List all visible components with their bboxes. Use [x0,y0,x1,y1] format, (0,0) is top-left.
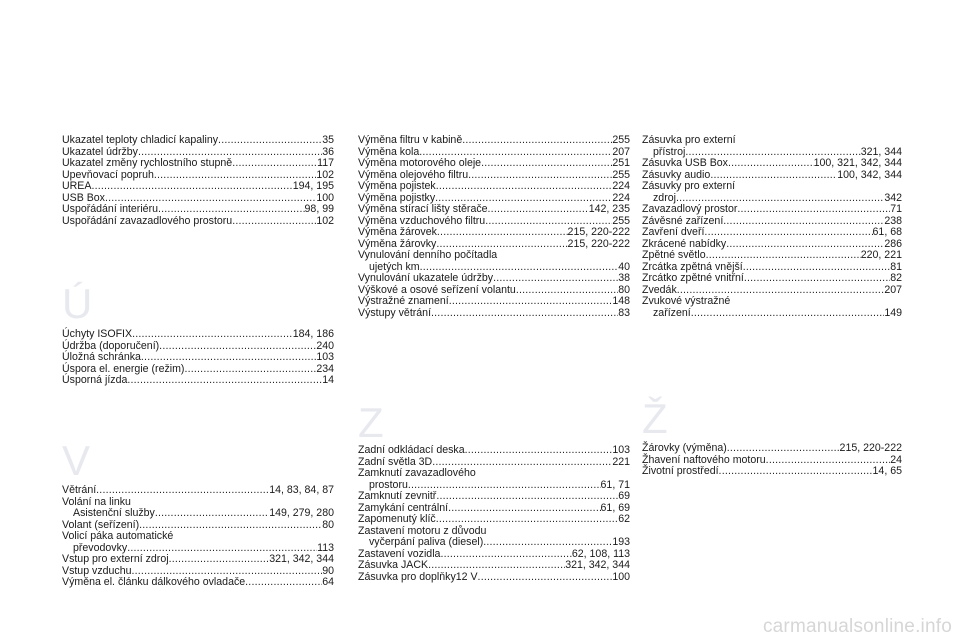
index-entry [642,158,902,170]
index-entry-term: Žárovky (výměna) [642,442,727,454]
dot-leader [493,273,618,285]
index-entry-heading: Vynulování denního počítadla [358,249,498,261]
dot-leader [437,227,568,239]
dot-leader [449,296,613,308]
index-entry [642,466,902,478]
index-entry-pages: 321, 344 [860,145,902,158]
index-entry-pages: 61, 68 [872,226,902,238]
dot-leader [141,352,316,364]
index-entry [62,375,334,387]
index-entry-pages: 90 [322,564,334,577]
index-entry-term: Výstražné znamení [358,295,449,307]
index-entry-term: přístroj [653,145,686,158]
index-entry-pages: 81 [890,260,902,273]
index-entry-pages: 24 [890,453,902,466]
index-entry [62,554,334,566]
index-entry-term: Úchyty ISOFIX [62,328,133,340]
index-entry-pages: 215, 220-222 [839,442,902,454]
index-entry-term: Zrcátko zpětné vnitřní [642,272,744,284]
index-section-u-acute [62,329,334,387]
index-entry [62,135,334,147]
index-entry-term: převodovky [73,541,128,554]
dot-leader [719,466,873,478]
index-entry [358,181,630,193]
dot-leader [232,216,316,228]
dot-leader [744,273,890,285]
index-entry-pages: 100, 342, 344 [837,168,902,181]
index-entry-term: Životní prostředí [642,465,719,477]
index-entry-pages: 207 [884,283,902,296]
index-entry-term: USB Box [62,191,105,204]
index-entry-term: Zapomenutý klíč [358,513,436,525]
section-letter-z: Z [358,399,384,446]
index-entry-pages: 100, 321, 342, 344 [813,157,902,169]
index-entry-pages: 103 [316,351,334,363]
index-entry-pages: 215, 220-222 [567,237,630,250]
index-entry [358,445,630,457]
index-entry-term: Výměna pojistky [358,191,436,204]
index-entry-pages: 240 [316,339,334,352]
index-entry-pages: 100 [612,570,630,583]
index-entry-heading: Zvukové výstražné [642,295,731,307]
index-entry [358,273,630,285]
index-entry-pages: 36 [322,145,334,158]
index-entry-term: ujetých km [369,260,420,273]
dot-leader [468,170,612,182]
index-entry-term: Asistenční služby [73,507,155,519]
dot-leader [431,308,618,320]
index-entry-term: Výstupy větrání [358,306,432,319]
index-entry-term: Zastavení vozidla [358,547,441,560]
index-entry-term: Ukazatel teploty chladicí kapaliny [62,134,219,146]
index-entry-term: Výměna vzduchového filtru [358,214,486,227]
index-entry-term: Zvedák [642,283,677,296]
index-section-u [62,135,334,227]
dot-leader [169,554,270,566]
index-entry-term: Upevňovací popruh [62,168,154,181]
index-section-z-cont [642,135,902,319]
index-entry-heading: Zamknutí zavazadlového [358,467,476,479]
index-entry-term: prostoru [369,478,408,491]
index-entry [358,135,630,147]
dot-leader [245,577,322,589]
index-entry-pages: 255 [612,214,630,227]
index-entry-term: Výměna žárovek [358,226,437,238]
index-entry [358,296,630,308]
index-entry-term: zařízení [653,306,691,319]
index-entry [358,227,630,239]
index-entry-heading: Volicí páka automatické [62,530,174,542]
dot-leader [462,135,612,147]
index-entry-term: Vynulování ukazatele údržby [358,272,494,284]
index-entry-term: Zásuvka JACK [358,559,429,571]
watermark-text: carmanualsonline.info [762,616,952,637]
index-entry-pages: 35 [322,134,334,146]
index-entry-pages: 286 [884,237,902,250]
index-entry-term: Volant (seřízení) [62,518,140,531]
index-entry-pages: 102 [316,214,334,227]
section-letter-z-caron: Ž [642,395,668,442]
index-entry [358,158,630,170]
index-entry-term: Výměna stírací lišty stěrače [358,203,488,215]
dot-leader [158,204,305,216]
index-entry-pages: 98, 99 [304,203,334,215]
index-entry-term: Výměna filtru v kabině [358,134,463,146]
index-entry [642,204,902,216]
index-entry [358,572,630,584]
index-entry-term: Vstup vzduchu [62,564,132,577]
index-entry-term: Zamknutí zevnitř [358,490,437,502]
dot-leader [428,560,565,572]
index-entry-pages: 193 [612,536,630,548]
index-entry-term: Výměna kola [358,145,420,158]
index-entry-term: Výměna motorového oleje [358,157,482,169]
index-entry-term: Úsporná jízda [62,374,128,386]
index-entry-term: Výměna olejového filtru [358,168,469,181]
index-entry-term: Uspořádání zavazadlového prostoru [62,214,233,227]
index-section-v-cont [358,135,630,319]
index-entry-pages: 14 [322,374,334,386]
index-entry-term: Zkrácené nabídky [642,237,727,250]
index-entry-term: Zásuvky audio [642,168,711,181]
index-entry-pages: 149, 279, 280 [269,507,334,519]
index-entry-pages: 14, 65 [872,465,902,477]
index-entry-term: Úložná schránka [62,351,141,363]
index-entry-pages: 142, 235 [588,203,630,215]
index-entry [62,204,334,216]
index-entry [62,485,334,497]
index-entry-pages: 102 [316,168,334,181]
dot-leader [483,537,612,549]
index-entry-term: Zadní světla 3D [358,455,433,468]
index-entry-term: Větrání [62,484,97,496]
index-entry [62,158,334,170]
index-entry [358,560,630,572]
dot-leader [478,572,613,584]
index-entry-term: vyčerpání paliva (diesel) [369,536,484,548]
index-entry-pages: 82 [890,272,902,284]
dot-leader [440,549,571,561]
dot-leader [155,508,269,520]
index-entry [62,577,334,589]
index-entry-term: Zásuvka pro doplňky12 V [358,570,478,583]
index-entry-term: Údržba (doporučení) [62,339,160,352]
dot-leader [91,181,292,193]
index-entry-term: Uspořádání interiéru [62,203,158,215]
index-entry-pages: 224 [612,180,630,192]
index-entry-term: zdroj [653,191,676,204]
index-section-v [62,485,334,589]
index-entry-term: Závěsné zařízení [642,214,724,227]
index-section-z-caron [642,443,902,478]
index-entry-pages: 148 [612,295,630,307]
index-entry [62,352,334,364]
index-entry [642,227,902,239]
index-entry-pages: 251 [612,157,630,169]
index-entry [62,508,334,520]
index-entry-pages: 64 [322,576,334,588]
index-entry [358,204,630,216]
index-entry-term: Ukazatel údržby [62,145,138,158]
index-entry-term: Ukazatel změny rychlostního stupně [62,157,233,169]
index-entry-pages: 62, 108, 113 [571,547,630,560]
dot-leader [723,216,884,228]
index-entry-heading: Volání na linku [62,495,131,508]
index-entry-pages: 220, 221 [860,249,902,261]
index-entry-pages: 255 [612,134,630,146]
dot-leader [232,158,317,170]
index-entry [642,250,902,262]
section-letter-u-acute: Ú [62,280,93,327]
index-entry-term: Zavření dveří [642,226,705,238]
index-entry [358,537,630,549]
dot-leader [488,204,589,216]
dot-leader [516,285,618,297]
dot-leader [436,181,613,193]
dot-leader [218,135,322,147]
index-entry-term: Úspora el. energie (režim) [62,362,185,375]
index-entry-pages: 207 [612,145,630,158]
index-entry-pages: 14, 83, 84, 87 [269,484,334,496]
dot-leader [743,262,891,274]
index-entry [62,329,334,341]
index-entry-pages: 62 [618,513,630,525]
index-entry-heading: Zásuvka pro externí [642,134,736,146]
index-entry-pages: 103 [612,444,630,456]
index-entry-heading: Zastavení motoru z důvodu [358,524,487,537]
index-entry-pages: 321, 342, 344 [269,553,334,565]
dot-leader [706,250,861,262]
dot-leader [727,443,840,455]
index-entry [642,443,902,455]
index-entry-pages: 38 [618,272,630,284]
index-entry-term: Zásuvka USB Box [642,157,728,169]
index-entry-pages: 61, 71 [600,478,630,491]
index-entry-pages: 321, 342, 344 [565,559,630,571]
dot-leader [766,455,891,467]
dot-leader [184,364,316,376]
index-entry-term: Výměna pojistek [358,180,436,192]
index-entry-term: Výměna el. článku dálkového ovladače [62,576,246,588]
index-entry-pages: 149 [884,306,902,319]
index-entry-pages: 80 [322,518,334,531]
index-entry-pages: 40 [618,260,630,273]
dot-leader [159,341,316,353]
dot-leader [408,480,601,492]
index-section-z [358,445,630,583]
index-entry-term: UREA [62,180,92,192]
dot-leader [448,503,600,515]
dot-leader [436,491,618,503]
index-entry-term: Žhavení naftového motoru [642,453,766,466]
index-entry-pages: 184, 186 [292,328,334,340]
index-entry-term: Vstup pro externí zdroj [62,553,169,565]
index-entry-pages: 117 [317,157,334,169]
index-entry-pages: 234 [316,362,334,375]
index-entry-term: Výměna žárovky [358,237,437,250]
section-letter-v: V [62,437,91,484]
dot-leader [154,170,316,182]
index-entry [62,181,334,193]
index-entry-term: Zamykání centrální [358,501,449,514]
dot-leader [704,227,872,239]
index-entry-pages: 61, 69 [600,501,630,514]
index-entry-pages: 69 [618,490,630,502]
dot-leader [96,485,269,497]
dot-leader [465,445,613,457]
dot-leader [127,375,322,387]
index-entry [642,308,902,320]
index-entry-pages: 224 [612,191,630,204]
dot-leader [436,514,618,526]
dot-leader [132,329,293,341]
index-entry-pages: 71 [890,203,902,215]
index-entry-pages: 80 [618,283,630,296]
index-entry-term: Výškové a osové seřízení volantu [358,283,516,296]
dot-leader [481,158,612,170]
index-entry-heading: Zásuvky pro externí [642,180,736,192]
index-entry-term: Zpětné světlo [642,249,706,261]
index-entry-pages: 238 [884,214,902,227]
dot-leader [691,308,885,320]
index-entry [62,216,334,228]
index-entry-pages: 113 [317,541,334,554]
index-entry-pages: 194, 195 [292,180,334,192]
index-entry-pages: 342 [884,191,902,204]
index-entry-pages: 100 [316,191,334,204]
index-entry-term: Zadní odkládací deska [358,444,465,456]
index-entry-pages: 83 [618,306,630,319]
index-entry [358,514,630,526]
index-entry [642,273,902,285]
index-entry-pages: 215, 220-222 [567,226,630,238]
index-entry-term: Zrcátka zpětná vnější [642,260,743,273]
index-entry [358,491,630,503]
index-entry-pages: 221 [612,455,630,468]
index-entry [358,308,630,320]
dot-leader [737,204,890,216]
index-entry-pages: 255 [612,168,630,181]
dot-leader [728,158,814,170]
index-entry-term: Zavazadlový prostor [642,203,738,215]
